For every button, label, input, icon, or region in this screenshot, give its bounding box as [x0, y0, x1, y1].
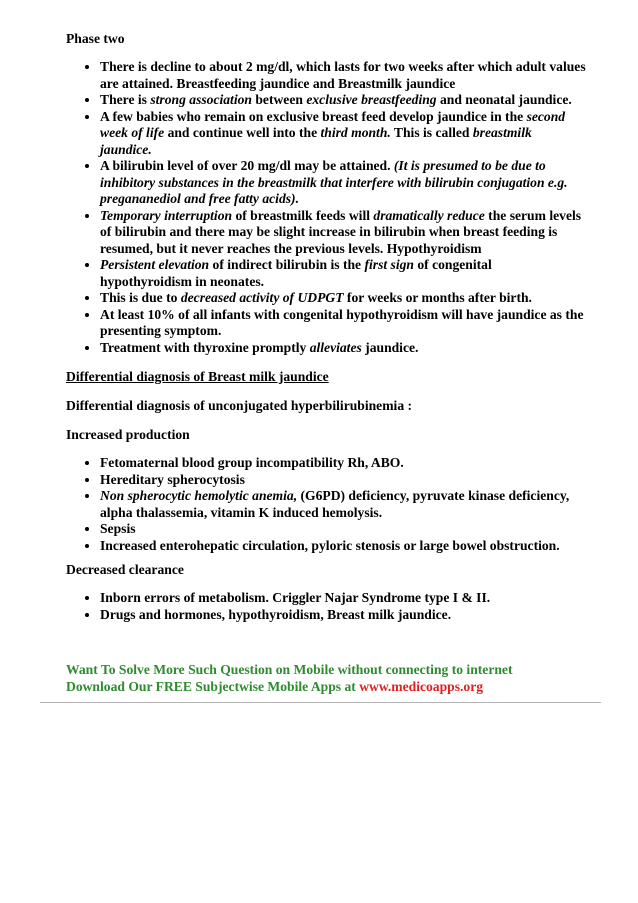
footer-divider — [40, 702, 601, 703]
text-run: between — [251, 92, 307, 107]
differential-heading: Differential diagnosis of Breast milk jaundice — [66, 369, 329, 384]
text-run: of indirect bilirubin is the — [209, 257, 365, 272]
emphasis-text: first sign — [364, 257, 414, 272]
list-item — [100, 257, 586, 290]
text-run: and neonatal jaundice. — [436, 92, 572, 107]
text-run: A few babies who remain on exclusive breast feed develop jaundice in the — [100, 108, 527, 124]
text-run: and continue well into the — [164, 125, 321, 140]
text-run: A bilirubin level of over 20 mg/dl may be attained. — [100, 158, 394, 173]
decreased-clearance-heading: Decreased clearance — [66, 562, 184, 577]
text-run: There is decline to about 2 mg/dl, which lasts for two weeks after which adult values are attained. Breastfeeding jaundice and Breastmilk jaundice — [100, 59, 586, 91]
decreased-clearance-section — [66, 590, 586, 623]
text-run: This is called — [390, 125, 473, 140]
text-run: Hereditary spherocytosis — [100, 471, 245, 487]
phase-two-list — [66, 59, 586, 356]
text-run: of congenital hypothyroidism in neonates. — [100, 257, 492, 289]
text-run: This is due to — [100, 290, 181, 305]
list-item — [100, 340, 586, 357]
text-run: jaundice. — [361, 339, 419, 355]
medicoapps-link[interactable]: www.medicoapps.org — [359, 678, 484, 694]
emphasis-text: exclusive breastfeeding — [306, 92, 437, 107]
phase-two-section — [66, 59, 586, 356]
text-run: (G6PD) deficiency, pyruvate kinase deficiency, alpha thalassemia, vitamin K induced hemolysis. — [100, 488, 570, 520]
list-item — [100, 92, 586, 109]
emphasis-text: second week of life — [100, 108, 566, 140]
text-run: Fetomaternal blood group incompatibility Rh, ABO. — [100, 455, 404, 470]
phase-two-heading: Phase two — [66, 31, 125, 46]
text-run: Drugs and hormones, hypothyroidism, Breast milk jaundice. — [100, 606, 452, 622]
emphasis-text: Non spherocytic hemolytic anemia, — [100, 488, 298, 503]
list-item — [100, 607, 586, 624]
emphasis-text: alleviates — [309, 339, 362, 355]
text-run: of breastmilk feeds will — [232, 207, 374, 223]
emphasis-text: Persistent elevation — [100, 257, 210, 272]
decreased-clearance-list — [66, 590, 586, 623]
list-item — [100, 455, 586, 472]
emphasis-text: dramatically reduce — [373, 207, 485, 223]
emphasis-text: strong association — [150, 92, 252, 107]
list-item — [100, 208, 586, 258]
emphasis-text: (It is presumed to be due to inhibitory substances in the breastmilk that interfere with bilirubin conjugation e.g. pregananediol and free fatty acids). — [100, 158, 568, 206]
text-run: for weeks or months after birth. — [343, 290, 532, 305]
text-run: Inborn errors of metabolism. Criggler Najar Syndrome type I & II. — [100, 590, 491, 605]
text-run: Treatment with thyroxine promptly — [100, 339, 310, 355]
list-item — [100, 307, 586, 340]
list-item — [100, 158, 586, 208]
list-item — [100, 521, 586, 538]
list-item — [100, 290, 586, 307]
text-run: Increased enterohepatic circulation, pyloric stenosis or large bowel obstruction. — [100, 537, 560, 553]
text-run: At least 10% of all infants with congenital hypothyroidism will have jaundice as the presenting symptom. — [100, 306, 584, 338]
increased-production-section — [66, 455, 586, 554]
list-item — [100, 538, 586, 555]
promo-line-2-text: Download Our FREE Subjectwise Mobile Apps at — [66, 678, 360, 694]
differential-subheading: Differential diagnosis of unconjugated hyperbilirubinemia : — [66, 398, 413, 413]
emphasis-text: Temporary interruption — [100, 207, 233, 223]
text-run: Sepsis — [100, 521, 136, 536]
promo-footer — [66, 662, 606, 695]
increased-production-list — [66, 455, 586, 554]
promo-line-1: Want To Solve More Such Question on Mobile without connecting to internet — [66, 662, 513, 677]
list-item — [100, 488, 586, 521]
promo-line-2 — [66, 679, 606, 696]
list-item — [100, 472, 586, 489]
list-item — [100, 109, 586, 159]
text-run: the serum levels of bilirubin and there may be slight increase in bilirubin when breast feeding is resumed, but it never reaches the previous levels. Hypothyroidism — [100, 207, 582, 256]
increased-production-heading: Increased production — [66, 427, 190, 442]
emphasis-text: breastmilk jaundice. — [100, 125, 532, 157]
emphasis-text: decreased activity of UDPGT — [180, 290, 344, 305]
emphasis-text: third month. — [320, 125, 391, 140]
text-run: There is — [100, 92, 151, 107]
list-item — [100, 59, 586, 92]
list-item — [100, 590, 586, 607]
